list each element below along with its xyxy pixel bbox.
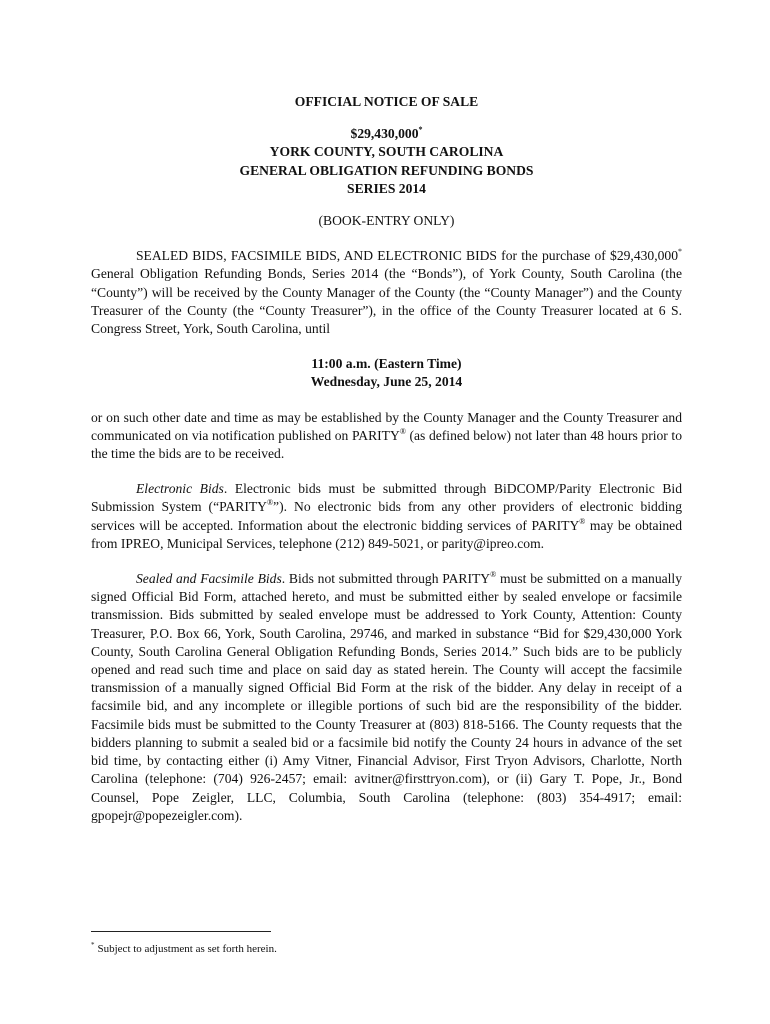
registered-mark: ® xyxy=(266,498,274,508)
footnote xyxy=(91,938,277,956)
footnote-mark: * xyxy=(91,941,95,949)
deadline-date: Wednesday, June 25, 2014 xyxy=(310,374,463,390)
bond-amount xyxy=(91,125,682,143)
intro-text-1: SEALED BIDS, FACSIMILE BIDS, AND ELECTRONIC BIDS for the purchase of $29,430,000 xyxy=(136,248,678,264)
sealed-bids-paragraph xyxy=(91,570,682,825)
electronic-bids-paragraph xyxy=(91,480,682,553)
deadline-time: 11:00 a.m. (Eastern Time) xyxy=(311,356,462,372)
footnote-text: Subject to adjustment as set forth herein. xyxy=(97,943,277,955)
registered-mark: ® xyxy=(579,516,586,526)
registered-mark: ® xyxy=(490,570,497,580)
footnote-divider xyxy=(91,931,271,932)
deadline-paragraph xyxy=(91,409,682,464)
notice-title: OFFICIAL NOTICE OF SALE xyxy=(294,94,479,109)
sealed-bids-text-1: . Bids not submitted through PARITY xyxy=(281,571,491,587)
intro-text-2: General Obligation Refunding Bonds, Series 2014 (the “Bonds”), of York County, South Carolina (the “County”) will be received by the County Manager of the County (the “County Manager”) and the County Treasurer of the County (the “County Treasurer”), in the office of the County Treasurer located at 6 S. Congress Street, York, South Carolina, until xyxy=(91,266,682,337)
electronic-bids-text-3: may be obtained from IPREO, Municipal Services, telephone (212) 849-5021, or parity@ipreo.com. xyxy=(91,517,682,551)
issuer-name: YORK COUNTY, SOUTH CAROLINA xyxy=(269,144,504,160)
intro-paragraph xyxy=(91,247,682,338)
bid-deadline xyxy=(91,355,682,391)
electronic-bids-text-2: ”). No electronic bids from any other providers of electronic bidding services will be accepted. Information about the electronic bidding services of PARITY xyxy=(91,499,683,533)
electronic-bids-heading: Electronic Bids xyxy=(136,481,224,497)
sealed-bids-heading: Sealed and Facsimile Bids xyxy=(136,571,282,587)
footnote-reference: * xyxy=(678,247,682,257)
bond-heading xyxy=(91,125,682,198)
deadline-text-1: or on such other date and time as may be established by the County Manager and the County Treasurer and communicated on via notification published on PARITY xyxy=(91,409,682,443)
deadline-text-2: (as defined below) not later than 48 hours prior to the time the bids are to be received. xyxy=(91,427,682,462)
footnote-reference: * xyxy=(418,125,423,135)
sealed-bids-text-2: must be submitted on a manually signed Official Bid Form, attached hereto, and must be submitted either by sealed envelope or facsimile transmission. Bids submitted by sealed envelope must be addressed to York County, Attention: County Treasurer, P.O. Box 66, York, South Carolina, 29746, and marked in substance “Bid for $29,430,000 York County, South Carolina General Obligation Refunding Bonds, Series 2014.” Such bids are to be publicly opened and read such time and place on said day as stated herein. The County will accept the facsimile transmission of a manually signed Official Bid Form at the risk of the bidder. Any delay in receipt of a facsimile bid, and any incomplete or illegible portions of such bid are the responsibility of the bidder. Facsimile bids must be submitted to the County Treasurer at (803) 818-5166. The County requests that the bidders planning to submit a sealed bid or a facsimile bid notify the County 24 hours in advance of the set bid time, by contacting either (i) Amy Vitner, Financial Advisor, First Tryon Advisors, Charlotte, North Carolina (telephone: (704) 926-2457; email: avitner@firsttryon.com), or (ii) Gary T. Pope, Jr., Bond Counsel, Pope Zeigler, LLC, Columbia, South Carolina (telephone: (803) 354-4917; email: gpopejr@popezeigler.com). xyxy=(91,571,682,823)
registered-mark: ® xyxy=(399,426,406,436)
electronic-bids-text-1: . Electronic bids must be submitted through BiDCOMP/Parity Electronic Bid Submission System (“PARITY xyxy=(91,481,682,515)
book-entry-note: (BOOK-ENTRY ONLY) xyxy=(318,213,455,229)
bond-series: SERIES 2014 xyxy=(347,180,426,196)
bond-name: GENERAL OBLIGATION REFUNDING BONDS xyxy=(239,162,534,178)
bond-amount-value: $29,430,000 xyxy=(350,126,419,142)
